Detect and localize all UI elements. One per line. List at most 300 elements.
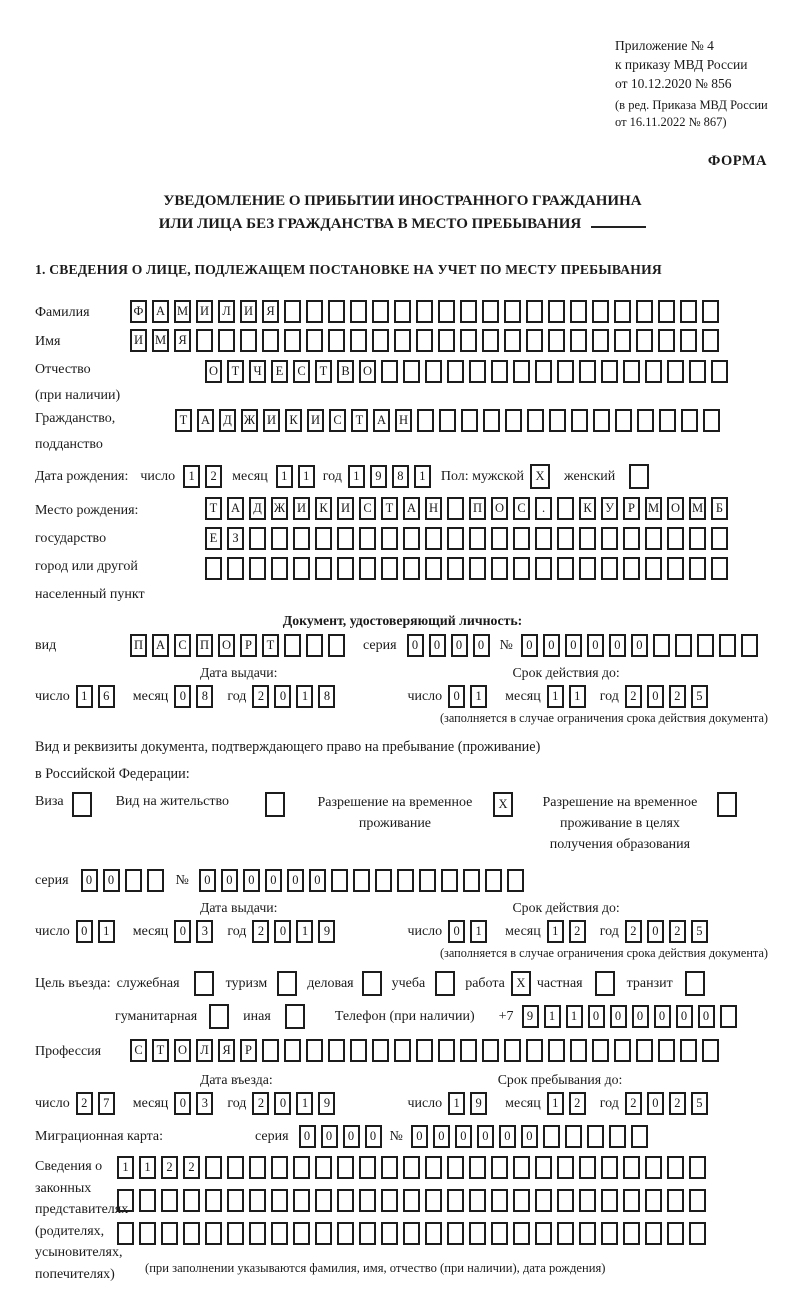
char-box[interactable]: 1: [76, 685, 93, 708]
char-box[interactable]: 1: [98, 920, 115, 943]
char-box[interactable]: [535, 1222, 552, 1245]
char-box[interactable]: [645, 1156, 662, 1179]
char-box[interactable]: [667, 557, 684, 580]
char-box[interactable]: 1: [569, 685, 586, 708]
char-box[interactable]: 2: [569, 1092, 586, 1115]
char-box[interactable]: [615, 409, 632, 432]
char-box[interactable]: С: [130, 1039, 147, 1062]
char-box[interactable]: [548, 1039, 565, 1062]
char-box[interactable]: [469, 1189, 486, 1212]
char-box[interactable]: Р: [240, 1039, 257, 1062]
char-box[interactable]: [271, 527, 288, 550]
char-box[interactable]: [659, 409, 676, 432]
char-box[interactable]: П: [130, 634, 147, 657]
char-box[interactable]: [504, 300, 521, 323]
char-box[interactable]: [601, 557, 618, 580]
char-box[interactable]: 1: [470, 685, 487, 708]
char-box[interactable]: [306, 329, 323, 352]
char-box[interactable]: [543, 1125, 560, 1148]
char-box[interactable]: 5: [691, 1092, 708, 1115]
char-box[interactable]: 0: [199, 869, 216, 892]
char-box[interactable]: [271, 1156, 288, 1179]
char-box[interactable]: 0: [588, 1005, 605, 1028]
checkbox[interactable]: X: [530, 464, 550, 489]
char-box[interactable]: [425, 1156, 442, 1179]
char-box[interactable]: [609, 1125, 626, 1148]
char-box[interactable]: [438, 329, 455, 352]
char-box[interactable]: Я: [262, 300, 279, 323]
char-box[interactable]: [447, 1189, 464, 1212]
char-box[interactable]: [438, 1039, 455, 1062]
char-box[interactable]: К: [285, 409, 302, 432]
char-box[interactable]: [315, 1156, 332, 1179]
char-box[interactable]: [293, 1222, 310, 1245]
char-box[interactable]: [359, 557, 376, 580]
char-box[interactable]: Т: [227, 360, 244, 383]
char-box[interactable]: 0: [632, 1005, 649, 1028]
char-box[interactable]: 1: [117, 1156, 134, 1179]
char-box[interactable]: [482, 300, 499, 323]
char-box[interactable]: 0: [654, 1005, 671, 1028]
char-box[interactable]: Б: [711, 497, 728, 520]
char-box[interactable]: М: [174, 300, 191, 323]
char-box[interactable]: Т: [381, 497, 398, 520]
char-box[interactable]: [438, 300, 455, 323]
char-box[interactable]: 6: [98, 685, 115, 708]
checkbox[interactable]: [629, 464, 649, 489]
char-box[interactable]: 2: [569, 920, 586, 943]
char-box[interactable]: [337, 1222, 354, 1245]
char-box[interactable]: [205, 1222, 222, 1245]
char-box[interactable]: Р: [240, 634, 257, 657]
char-box[interactable]: [507, 869, 524, 892]
char-box[interactable]: 9: [370, 465, 387, 488]
char-box[interactable]: 1: [183, 465, 200, 488]
char-box[interactable]: [328, 1039, 345, 1062]
char-box[interactable]: [372, 300, 389, 323]
char-box[interactable]: [505, 409, 522, 432]
char-box[interactable]: [703, 409, 720, 432]
char-box[interactable]: [527, 409, 544, 432]
char-box[interactable]: [636, 1039, 653, 1062]
char-box[interactable]: [394, 329, 411, 352]
char-box[interactable]: [359, 527, 376, 550]
char-box[interactable]: [284, 300, 301, 323]
char-box[interactable]: 0: [103, 869, 120, 892]
char-box[interactable]: О: [491, 497, 508, 520]
char-box[interactable]: [315, 527, 332, 550]
char-box[interactable]: [441, 869, 458, 892]
char-box[interactable]: [381, 1222, 398, 1245]
char-box[interactable]: [636, 300, 653, 323]
char-box[interactable]: 8: [318, 685, 335, 708]
char-box[interactable]: 0: [274, 685, 291, 708]
char-box[interactable]: 5: [691, 920, 708, 943]
char-box[interactable]: [623, 1156, 640, 1179]
char-box[interactable]: З: [227, 527, 244, 550]
char-box[interactable]: [315, 557, 332, 580]
char-box[interactable]: П: [196, 634, 213, 657]
char-box[interactable]: [667, 1156, 684, 1179]
char-box[interactable]: [350, 300, 367, 323]
char-box[interactable]: [623, 1222, 640, 1245]
char-box[interactable]: [460, 1039, 477, 1062]
char-box[interactable]: [447, 497, 464, 520]
char-box[interactable]: А: [152, 634, 169, 657]
char-box[interactable]: И: [263, 409, 280, 432]
char-box[interactable]: [381, 1189, 398, 1212]
char-box[interactable]: 0: [698, 1005, 715, 1028]
char-box[interactable]: О: [359, 360, 376, 383]
char-box[interactable]: [482, 1039, 499, 1062]
char-box[interactable]: 1: [348, 465, 365, 488]
char-box[interactable]: 0: [321, 1125, 338, 1148]
char-box[interactable]: [328, 300, 345, 323]
char-box[interactable]: 0: [610, 1005, 627, 1028]
char-box[interactable]: [637, 409, 654, 432]
char-box[interactable]: [592, 329, 609, 352]
char-box[interactable]: Т: [351, 409, 368, 432]
char-box[interactable]: [403, 557, 420, 580]
char-box[interactable]: [394, 1039, 411, 1062]
char-box[interactable]: 0: [309, 869, 326, 892]
char-box[interactable]: [636, 329, 653, 352]
checkbox[interactable]: [595, 971, 615, 996]
char-box[interactable]: [485, 869, 502, 892]
char-box[interactable]: 0: [433, 1125, 450, 1148]
char-box[interactable]: М: [689, 497, 706, 520]
char-box[interactable]: 1: [448, 1092, 465, 1115]
char-box[interactable]: 2: [625, 1092, 642, 1115]
char-box[interactable]: [579, 1156, 596, 1179]
char-box[interactable]: [614, 329, 631, 352]
char-box[interactable]: [196, 329, 213, 352]
char-box[interactable]: [711, 527, 728, 550]
char-box[interactable]: [689, 1156, 706, 1179]
char-box[interactable]: 1: [547, 685, 564, 708]
char-box[interactable]: [667, 1222, 684, 1245]
char-box[interactable]: [504, 1039, 521, 1062]
char-box[interactable]: [403, 527, 420, 550]
char-box[interactable]: [587, 1125, 604, 1148]
char-box[interactable]: [381, 527, 398, 550]
char-box[interactable]: [482, 329, 499, 352]
char-box[interactable]: [117, 1222, 134, 1245]
char-box[interactable]: 0: [647, 1092, 664, 1115]
char-box[interactable]: [315, 1222, 332, 1245]
char-box[interactable]: [535, 527, 552, 550]
char-box[interactable]: 0: [609, 634, 626, 657]
char-box[interactable]: 1: [547, 920, 564, 943]
char-box[interactable]: [469, 1156, 486, 1179]
char-box[interactable]: 0: [521, 634, 538, 657]
char-box[interactable]: [658, 1039, 675, 1062]
char-box[interactable]: 0: [448, 920, 465, 943]
char-box[interactable]: [249, 1189, 266, 1212]
char-box[interactable]: [306, 634, 323, 657]
char-box[interactable]: 3: [196, 1092, 213, 1115]
char-box[interactable]: [513, 1156, 530, 1179]
char-box[interactable]: 2: [669, 1092, 686, 1115]
char-box[interactable]: [416, 1039, 433, 1062]
char-box[interactable]: 1: [470, 920, 487, 943]
char-box[interactable]: И: [130, 329, 147, 352]
char-box[interactable]: [403, 1189, 420, 1212]
char-box[interactable]: И: [307, 409, 324, 432]
char-box[interactable]: [711, 360, 728, 383]
char-box[interactable]: О: [174, 1039, 191, 1062]
char-box[interactable]: И: [196, 300, 213, 323]
char-box[interactable]: К: [315, 497, 332, 520]
char-box[interactable]: 0: [265, 869, 282, 892]
char-box[interactable]: [447, 360, 464, 383]
char-box[interactable]: 1: [139, 1156, 156, 1179]
char-box[interactable]: [565, 1125, 582, 1148]
char-box[interactable]: 0: [299, 1125, 316, 1148]
char-box[interactable]: [249, 557, 266, 580]
char-box[interactable]: [491, 360, 508, 383]
char-box[interactable]: [381, 1156, 398, 1179]
char-box[interactable]: [504, 329, 521, 352]
char-box[interactable]: [689, 527, 706, 550]
char-box[interactable]: [535, 360, 552, 383]
char-box[interactable]: [601, 1222, 618, 1245]
char-box[interactable]: 1: [296, 1092, 313, 1115]
char-box[interactable]: 1: [296, 920, 313, 943]
char-box[interactable]: 1: [547, 1092, 564, 1115]
char-box[interactable]: [372, 329, 389, 352]
char-box[interactable]: [293, 1156, 310, 1179]
char-box[interactable]: Р: [623, 497, 640, 520]
char-box[interactable]: А: [197, 409, 214, 432]
char-box[interactable]: 0: [407, 634, 424, 657]
char-box[interactable]: [205, 1156, 222, 1179]
char-box[interactable]: [601, 1189, 618, 1212]
char-box[interactable]: А: [227, 497, 244, 520]
char-box[interactable]: [491, 557, 508, 580]
char-box[interactable]: В: [337, 360, 354, 383]
char-box[interactable]: 0: [448, 685, 465, 708]
char-box[interactable]: С: [174, 634, 191, 657]
char-box[interactable]: [680, 1039, 697, 1062]
char-box[interactable]: [463, 869, 480, 892]
char-box[interactable]: 0: [365, 1125, 382, 1148]
char-box[interactable]: [681, 409, 698, 432]
char-box[interactable]: [741, 634, 758, 657]
char-box[interactable]: [469, 557, 486, 580]
char-box[interactable]: [623, 360, 640, 383]
char-box[interactable]: 1: [544, 1005, 561, 1028]
char-box[interactable]: [403, 360, 420, 383]
char-box[interactable]: [579, 527, 596, 550]
checkbox[interactable]: [717, 792, 737, 817]
char-box[interactable]: [359, 1189, 376, 1212]
char-box[interactable]: 0: [565, 634, 582, 657]
char-box[interactable]: [614, 300, 631, 323]
char-box[interactable]: М: [152, 329, 169, 352]
char-box[interactable]: [645, 1222, 662, 1245]
char-box[interactable]: [249, 527, 266, 550]
char-box[interactable]: [315, 1189, 332, 1212]
checkbox[interactable]: [72, 792, 92, 817]
char-box[interactable]: Я: [174, 329, 191, 352]
char-box[interactable]: 1: [296, 685, 313, 708]
char-box[interactable]: К: [579, 497, 596, 520]
char-box[interactable]: [337, 557, 354, 580]
char-box[interactable]: [372, 1039, 389, 1062]
char-box[interactable]: [460, 329, 477, 352]
char-box[interactable]: 0: [343, 1125, 360, 1148]
checkbox[interactable]: [435, 971, 455, 996]
char-box[interactable]: [557, 360, 574, 383]
char-box[interactable]: [249, 1222, 266, 1245]
char-box[interactable]: [623, 527, 640, 550]
char-box[interactable]: [557, 527, 574, 550]
char-box[interactable]: Я: [218, 1039, 235, 1062]
char-box[interactable]: [218, 329, 235, 352]
char-box[interactable]: С: [359, 497, 376, 520]
char-box[interactable]: [447, 1156, 464, 1179]
char-box[interactable]: [513, 557, 530, 580]
char-box[interactable]: [328, 634, 345, 657]
char-box[interactable]: М: [645, 497, 662, 520]
char-box[interactable]: [579, 360, 596, 383]
char-box[interactable]: [592, 300, 609, 323]
char-box[interactable]: Т: [152, 1039, 169, 1062]
char-box[interactable]: Т: [175, 409, 192, 432]
char-box[interactable]: С: [293, 360, 310, 383]
char-box[interactable]: А: [373, 409, 390, 432]
char-box[interactable]: [469, 527, 486, 550]
char-box[interactable]: [526, 329, 543, 352]
char-box[interactable]: [460, 300, 477, 323]
char-box[interactable]: 0: [473, 634, 490, 657]
char-box[interactable]: [689, 360, 706, 383]
char-box[interactable]: 0: [631, 634, 648, 657]
char-box[interactable]: [337, 527, 354, 550]
char-box[interactable]: [570, 1039, 587, 1062]
char-box[interactable]: [337, 1156, 354, 1179]
char-box[interactable]: О: [205, 360, 222, 383]
char-box[interactable]: 3: [196, 920, 213, 943]
char-box[interactable]: [397, 869, 414, 892]
char-box[interactable]: 0: [521, 1125, 538, 1148]
char-box[interactable]: [262, 329, 279, 352]
char-box[interactable]: 2: [252, 685, 269, 708]
char-box[interactable]: Т: [315, 360, 332, 383]
char-box[interactable]: [447, 527, 464, 550]
char-box[interactable]: [139, 1222, 156, 1245]
char-box[interactable]: [183, 1222, 200, 1245]
char-box[interactable]: [284, 634, 301, 657]
char-box[interactable]: [227, 1189, 244, 1212]
char-box[interactable]: [557, 1222, 574, 1245]
char-box[interactable]: [557, 1156, 574, 1179]
char-box[interactable]: 0: [274, 1092, 291, 1115]
char-box[interactable]: [353, 869, 370, 892]
char-box[interactable]: [337, 1189, 354, 1212]
char-box[interactable]: 9: [318, 920, 335, 943]
char-box[interactable]: [205, 557, 222, 580]
char-box[interactable]: Е: [271, 360, 288, 383]
char-box[interactable]: [147, 869, 164, 892]
char-box[interactable]: О: [218, 634, 235, 657]
char-box[interactable]: Ж: [271, 497, 288, 520]
char-box[interactable]: [483, 409, 500, 432]
char-box[interactable]: Н: [425, 497, 442, 520]
char-box[interactable]: Д: [219, 409, 236, 432]
char-box[interactable]: А: [403, 497, 420, 520]
char-box[interactable]: [205, 1189, 222, 1212]
char-box[interactable]: [425, 1189, 442, 1212]
char-box[interactable]: [139, 1189, 156, 1212]
char-box[interactable]: [271, 1222, 288, 1245]
char-box[interactable]: 0: [499, 1125, 516, 1148]
char-box[interactable]: [658, 300, 675, 323]
char-box[interactable]: .: [535, 497, 552, 520]
char-box[interactable]: [447, 1222, 464, 1245]
char-box[interactable]: [328, 329, 345, 352]
char-box[interactable]: [381, 557, 398, 580]
char-box[interactable]: [719, 634, 736, 657]
char-box[interactable]: [689, 557, 706, 580]
char-box[interactable]: 8: [392, 465, 409, 488]
char-box[interactable]: [491, 1222, 508, 1245]
char-box[interactable]: [419, 869, 436, 892]
checkbox[interactable]: X: [511, 971, 531, 996]
char-box[interactable]: [579, 557, 596, 580]
char-box[interactable]: Ф: [130, 300, 147, 323]
char-box[interactable]: [439, 409, 456, 432]
char-box[interactable]: [271, 557, 288, 580]
char-box[interactable]: 0: [76, 920, 93, 943]
char-box[interactable]: [557, 557, 574, 580]
char-box[interactable]: [667, 527, 684, 550]
char-box[interactable]: 0: [287, 869, 304, 892]
char-box[interactable]: [469, 360, 486, 383]
char-box[interactable]: [306, 300, 323, 323]
char-box[interactable]: [513, 1222, 530, 1245]
char-box[interactable]: [125, 869, 142, 892]
char-box[interactable]: [293, 557, 310, 580]
char-box[interactable]: [623, 557, 640, 580]
char-box[interactable]: [183, 1189, 200, 1212]
char-box[interactable]: Л: [218, 300, 235, 323]
char-box[interactable]: [535, 557, 552, 580]
char-box[interactable]: [381, 360, 398, 383]
char-box[interactable]: [227, 1156, 244, 1179]
char-box[interactable]: [645, 360, 662, 383]
char-box[interactable]: 9: [522, 1005, 539, 1028]
char-box[interactable]: [491, 1189, 508, 1212]
char-box[interactable]: 1: [276, 465, 293, 488]
char-box[interactable]: 8: [196, 685, 213, 708]
char-box[interactable]: [592, 1039, 609, 1062]
char-box[interactable]: Д: [249, 497, 266, 520]
char-box[interactable]: [535, 1156, 552, 1179]
char-box[interactable]: И: [293, 497, 310, 520]
checkbox[interactable]: [265, 792, 285, 817]
char-box[interactable]: [425, 527, 442, 550]
char-box[interactable]: [350, 1039, 367, 1062]
char-box[interactable]: [375, 869, 392, 892]
char-box[interactable]: [702, 1039, 719, 1062]
char-box[interactable]: [702, 300, 719, 323]
char-box[interactable]: Ж: [241, 409, 258, 432]
checkbox[interactable]: [194, 971, 214, 996]
char-box[interactable]: [645, 557, 662, 580]
char-box[interactable]: [680, 329, 697, 352]
